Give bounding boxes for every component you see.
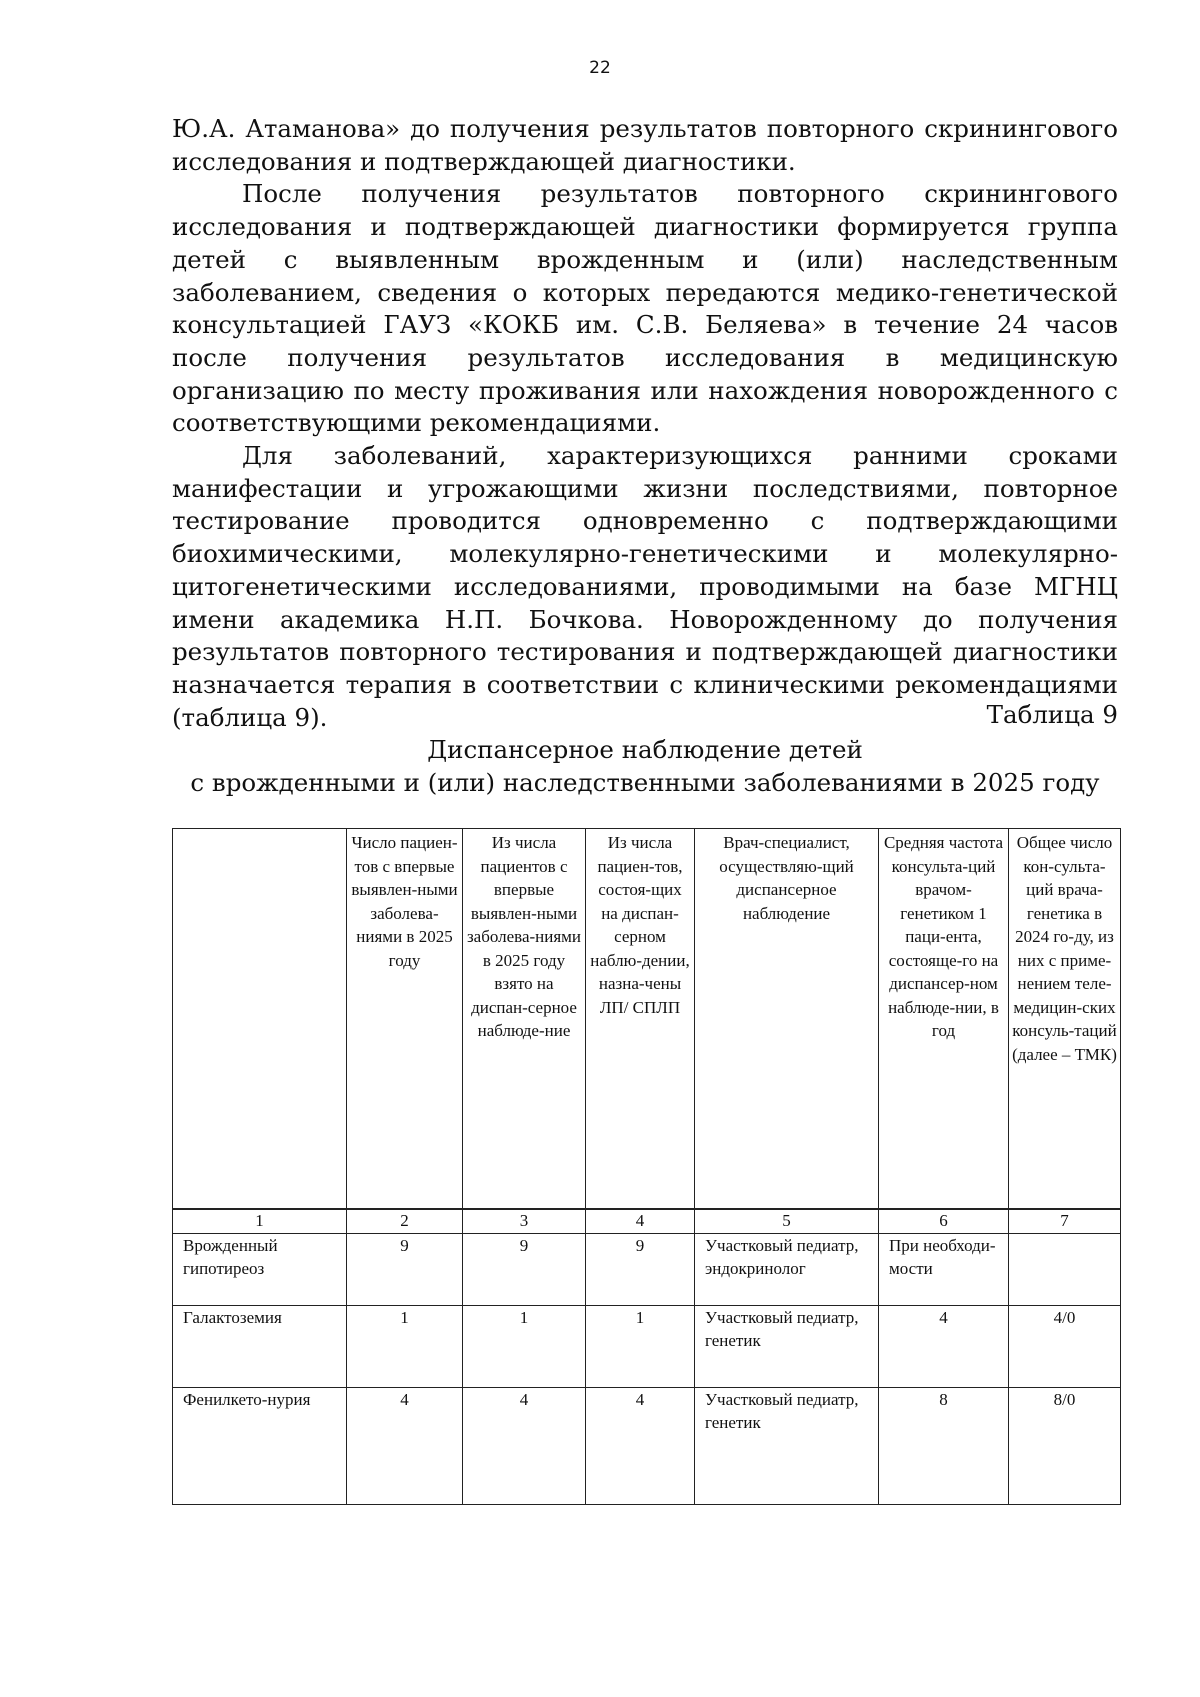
table-cell: 1 (586, 1305, 695, 1387)
disease-name: Галактоземия (173, 1305, 347, 1387)
table-cell: 4 (879, 1305, 1009, 1387)
column-number: 4 (586, 1209, 695, 1234)
table-cell: 9 (586, 1233, 695, 1305)
table-row (173, 1387, 1121, 1504)
table-label: Таблица 9 (986, 700, 1118, 729)
column-number: 5 (695, 1209, 879, 1234)
table-title-line-2: с врожденными и (или) наследственными заболеваниями в 2025 году (190, 768, 1100, 797)
header-cell-5: Врач-специалист, осуществляю-щий диспансерное наблюдение (695, 829, 879, 1210)
table-cell: Участковый педиатр, эндокринолог (695, 1233, 879, 1305)
table-cell: 4 (347, 1387, 463, 1504)
table-cell: 8 (879, 1387, 1009, 1504)
table-cell: 1 (463, 1305, 586, 1387)
column-number: 2 (347, 1209, 463, 1234)
body-text (172, 113, 1118, 734)
disease-name: Врожденный гипотиреоз (173, 1233, 347, 1305)
table-row (173, 1233, 1121, 1305)
paragraph-2: После получения результатов повторного скринингового исследования и подтверждающей диагностики формируется группа детей с выявленным врожденным и (или) наследственным заболеванием, сведения о которых передаются медико-генетической консультацией ГАУЗ «КОКБ им. С.В. Беляева» в течение 24 часов после получения результатов исследования в медицинскую организацию по месту проживания или нахождения новорожденного с соответствующими рекомендациями. (172, 179, 1118, 438)
paragraph-3: Для заболеваний, характеризующихся ранними сроками манифестации и угрожающими жизни последствиями, повторное тестирование проводится одновременно с подтверждающими биохимическими, молекулярно-генетическими и молекулярно-цитогенетическими исследованиями, проводимыми на базе МГНЦ имени академика Н.П. Бочкова. Новорожденному до получения результатов повторного тестирования и подтверждающей диагностики назначается терапия в соответствии с клиническими рекомендациями (таблица 9). (172, 441, 1118, 732)
header-cell-7: Общее число кон-сульта-ций врача-генетика в 2024 го-ду, из них с приме-нением теле-медицин-ских консуль-таций (далее – ТМК) (1009, 829, 1121, 1210)
disease-name: Фенилкето-нурия (173, 1387, 347, 1504)
header-cell-4: Из числа пациен-тов, состоя-щих на диспан-серном наблю-дении, назна-чены ЛП/ СПЛП (586, 829, 695, 1210)
column-number: 6 (879, 1209, 1009, 1234)
table-cell: 4 (586, 1387, 695, 1504)
table-cell: Участковый педиатр, генетик (695, 1387, 879, 1504)
table-title (172, 733, 1118, 799)
column-number-row (173, 1209, 1121, 1234)
table-cell (1009, 1233, 1121, 1305)
header-cell-2: Число пациен-тов с впервые выявлен-ными заболева-ниями в 2025 году (347, 829, 463, 1210)
page-number: 22 (589, 58, 611, 78)
column-number: 1 (173, 1209, 347, 1234)
table-cell: При необходи-мости (879, 1233, 1009, 1305)
table-cell: 8/0 (1009, 1387, 1121, 1504)
table-cell: 4 (463, 1387, 586, 1504)
header-cell-3: Из числа пациентов с впервые выявлен-ными заболева-ниями в 2025 году взято на диспан-серное наблюде-ние (463, 829, 586, 1210)
table-row (173, 1305, 1121, 1387)
paragraph-1: Ю.А. Атаманова» до получения результатов повторного скринингового исследования и подтверждающей диагностики. (172, 114, 1118, 176)
table-body (172, 1208, 1121, 1505)
table-cell: 9 (347, 1233, 463, 1305)
table-cell: 1 (347, 1305, 463, 1387)
header-cell-6: Средняя частота консульта-ций врачом-генетиком 1 паци-ента, состояще-го на диспансер-ном наблюде-нии, в год (879, 829, 1009, 1210)
table-header (172, 828, 1121, 1210)
header-row (173, 829, 1121, 1210)
table-title-line-1: Диспансерное наблюдение детей (427, 735, 863, 764)
table-cell: 9 (463, 1233, 586, 1305)
header-cell-1 (173, 829, 347, 1210)
column-number: 3 (463, 1209, 586, 1234)
table-cell: Участковый педиатр, генетик (695, 1305, 879, 1387)
table-cell: 4/0 (1009, 1305, 1121, 1387)
column-number: 7 (1009, 1209, 1121, 1234)
